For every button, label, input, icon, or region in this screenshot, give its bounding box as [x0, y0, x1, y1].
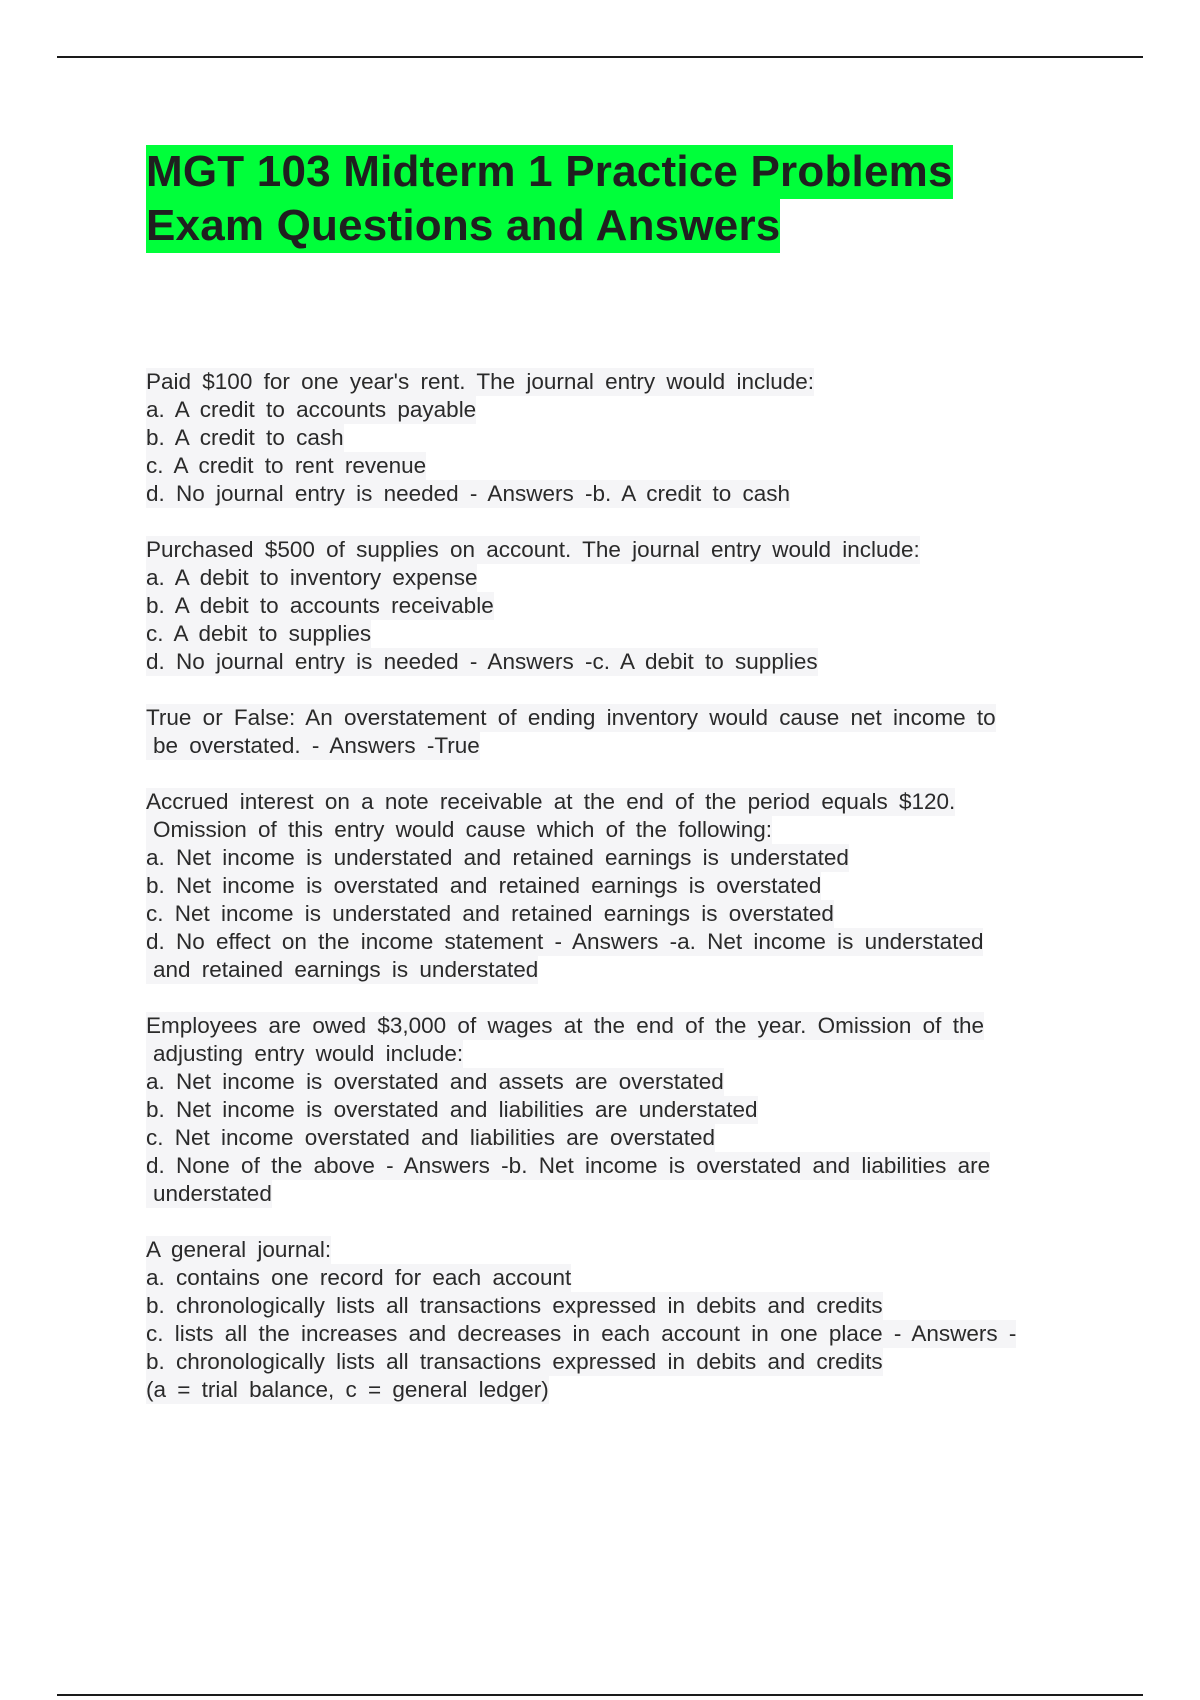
- answer-continued: b. chronologically lists all transactions expressed in debits and credits: [146, 1349, 883, 1374]
- question-block-1: [146, 368, 1086, 508]
- title-line-1: MGT 103 Midterm 1 Practice Problems: [146, 145, 953, 199]
- question-text: Employees are owed $3,000 of wages at the end of the year. Omission of the: [146, 1013, 984, 1038]
- option-c-with-answer: c. lists all the increases and decreases in each account in one place - Answers -: [146, 1321, 1017, 1346]
- option-c: c. Net income overstated and liabilities are overstated: [146, 1125, 716, 1150]
- option-a: a. A debit to inventory expense: [146, 565, 478, 590]
- option-c: c. Net income is understated and retained earnings is overstated: [146, 901, 834, 926]
- option-a: a. Net income is overstated and assets are overstated: [146, 1069, 724, 1094]
- question-block-6: [146, 1236, 1086, 1404]
- question-text: A general journal:: [146, 1237, 332, 1262]
- question-text: Purchased $500 of supplies on account. The journal entry would include:: [146, 537, 920, 562]
- answer-continued: and retained earnings is understated: [146, 956, 538, 984]
- answer-note: (a = trial balance, c = general ledger): [146, 1377, 549, 1402]
- option-a: a. contains one record for each account: [146, 1265, 572, 1290]
- top-divider: [57, 56, 1143, 58]
- option-b: b. Net income is overstated and retained earnings is overstated: [146, 873, 822, 898]
- question-block-4: [146, 788, 1086, 984]
- question-block-3: [146, 704, 1086, 760]
- option-a: a. Net income is understated and retained earnings is understated: [146, 845, 849, 870]
- option-c: c. A debit to supplies: [146, 621, 372, 646]
- option-a: a. A credit to accounts payable: [146, 397, 477, 422]
- bottom-divider: [57, 1694, 1143, 1696]
- question-text: Accrued interest on a note receivable at the end of the period equals $120.: [146, 789, 956, 814]
- question-text: Paid $100 for one year's rent. The journal entry would include:: [146, 369, 815, 394]
- document-title: [146, 145, 1046, 253]
- option-d-with-answer: d. None of the above - Answers -b. Net income is overstated and liabilities are: [146, 1153, 991, 1178]
- question-text-continued: Omission of this entry would cause which of the following:: [146, 816, 772, 844]
- option-b: b. chronologically lists all transactions expressed in debits and credits: [146, 1293, 883, 1318]
- question-list: [146, 368, 1086, 1432]
- question-block-2: [146, 536, 1086, 676]
- option-d-with-answer: d. No journal entry is needed - Answers -b. A credit to cash: [146, 481, 791, 506]
- question-text-continued-answer: be overstated. - Answers -True: [146, 732, 480, 760]
- option-b: b. A credit to cash: [146, 425, 344, 450]
- title-line-2: Exam Questions and Answers: [146, 199, 780, 253]
- option-c: c. A credit to rent revenue: [146, 453, 427, 478]
- question-block-5: [146, 1012, 1086, 1208]
- option-b: b. Net income is overstated and liabilities are understated: [146, 1097, 758, 1122]
- answer-continued: understated: [146, 1180, 272, 1208]
- question-text-continued: adjusting entry would include:: [146, 1040, 463, 1068]
- question-text: True or False: An overstatement of ending inventory would cause net income to: [146, 705, 996, 730]
- option-d-with-answer: d. No journal entry is needed - Answers -c. A debit to supplies: [146, 649, 818, 674]
- option-b: b. A debit to accounts receivable: [146, 593, 494, 618]
- option-d-with-answer: d. No effect on the income statement - Answers -a. Net income is understated: [146, 929, 984, 954]
